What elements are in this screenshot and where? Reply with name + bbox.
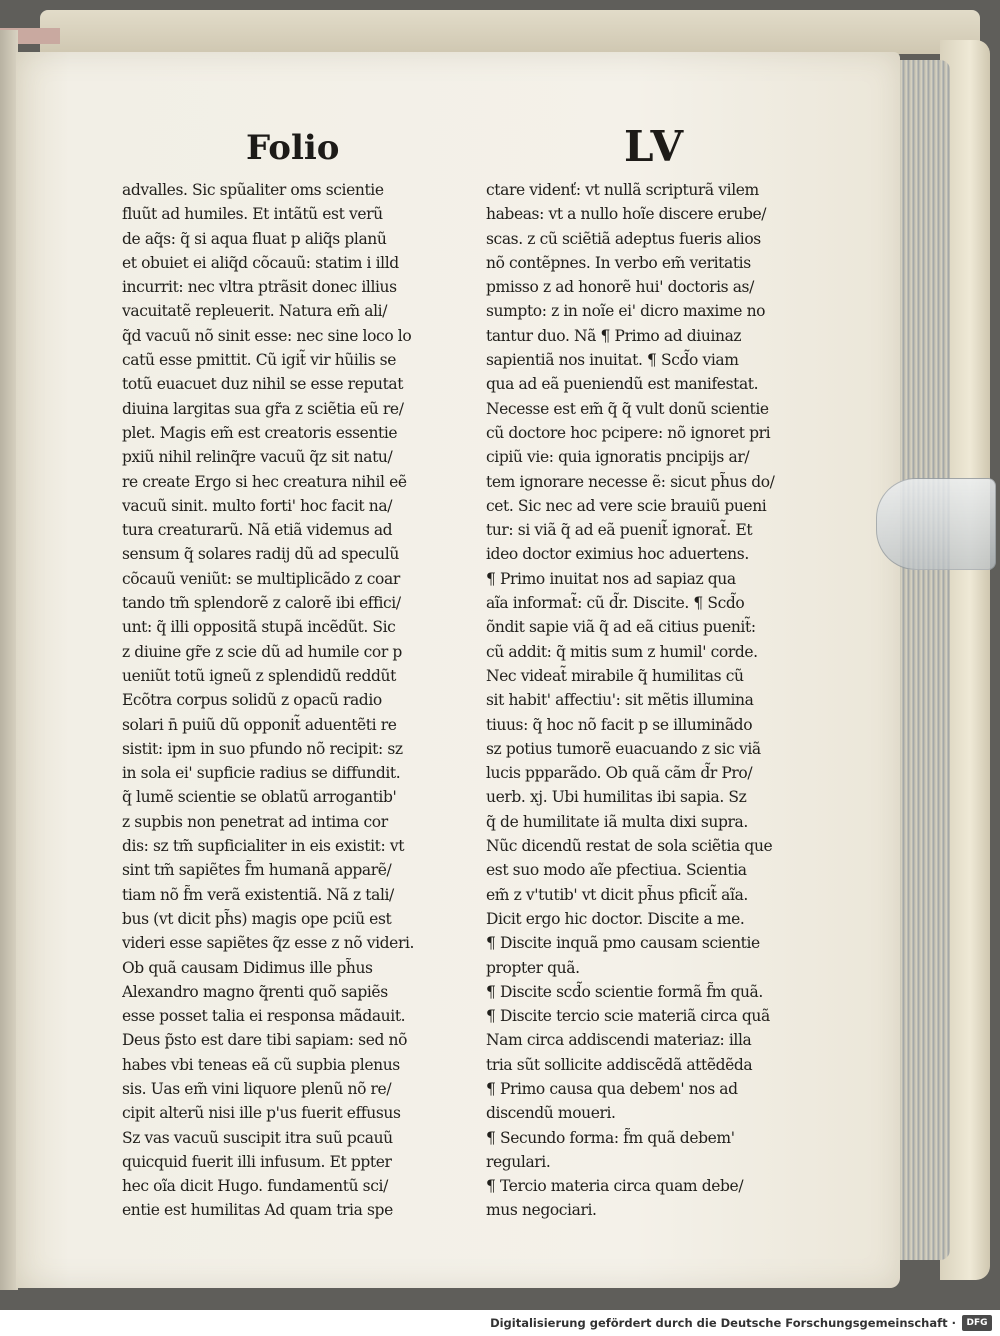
text-line: discendũ moueri.	[486, 1104, 616, 1123]
text-line: ideo doctor eximius hoc aduertens.	[486, 545, 749, 564]
text-line: Ob quã causam Didimus ille ph̃us	[122, 958, 373, 977]
text-line: q̃d vacuũ nõ sinit esse: nec sine loco lo	[122, 326, 412, 345]
text-line: re create Ergo si hec creatura nihil eẽ	[122, 472, 407, 491]
text-line: videri esse sapiẽtes q̃z esse z nõ videri.	[122, 934, 415, 953]
text-line: Necesse est em̃ q̃ q̃ vult donũ scientie	[486, 399, 769, 418]
text-line: Alexandro magno q̃renti quõ sapiẽs	[122, 982, 388, 1001]
text-line: tando tm̃ splendorẽ z calorẽ ibi effici/	[122, 594, 401, 613]
text-line: bus (vt dicit ph̃s) magis ope pciũ est	[122, 909, 392, 928]
text-line: Nam circa addiscendi materiaz: illa	[486, 1031, 752, 1050]
text-line: uerb. xj. Ubi humilitas ibi sapia. Sz	[486, 788, 747, 807]
text-line: plet. Magis em̃ est creatoris essentie	[122, 423, 398, 442]
text-line: ueniũt totũ igneũ z splendidũ reddũt	[122, 666, 396, 685]
running-header-folio: Folio	[246, 128, 340, 168]
text-line: ctare videnť: vt nullã scripturã vilem	[486, 181, 759, 199]
text-line: Nec videat̃ mirabile q̃ humilitas cũ	[486, 666, 744, 685]
text-line: vacuitatẽ repleuerit. Natura em̃ ali/	[122, 302, 388, 321]
text-line: q̃ de humilitate iã multa dixi supra.	[486, 812, 748, 831]
text-line: cũ doctore hoc pcipere: nõ ignoret pri	[486, 423, 771, 442]
text-line: sint tm̃ sapiẽtes f̃m humanã apparẽ/	[122, 861, 392, 880]
text-line: catũ esse pmittit. Cũ igit̃ vir hũilis se	[122, 351, 396, 370]
text-line: mus negociari.	[486, 1201, 597, 1220]
text-line: ¶ Secundo forma: f̃m quã debem'	[486, 1128, 735, 1147]
text-line: tantur duo. Nã ¶ Primo ad diuinaz	[486, 326, 742, 345]
text-line: tiam nõ f̃m verã existentiã. Nã z tali/	[122, 885, 394, 904]
text-line: entie est humilitas Ad quam tria spe	[122, 1201, 393, 1220]
page-clip	[876, 478, 996, 570]
dfg-logo: DFG	[962, 1315, 992, 1331]
text-line: aĩa informat̃: cũ d̃r. Discite. ¶ Scd̃o	[486, 594, 745, 613]
text-line: sensum q̃ solares radij dũ ad speculũ	[122, 545, 399, 564]
text-line: advalles. Sic spũaliter oms scientie	[122, 181, 384, 199]
text-line: ¶ Tercio materia circa quam debe/	[486, 1177, 744, 1196]
footer-bar	[0, 1310, 1000, 1336]
text-line: Ecõtra corpus solidũ z opacũ radio	[122, 691, 382, 710]
text-line: ¶ Discite scd̃o scientie formã f̃m quã.	[486, 982, 763, 1001]
text-line: pmisso z ad honorẽ hui' doctoris as/	[486, 278, 754, 297]
right-text-column	[486, 178, 830, 1223]
text-line: regulari.	[486, 1152, 551, 1171]
text-line: nõ contẽpnes. In verbo em̃ veritatis	[486, 253, 751, 272]
text-line: sumpto: z in noĩe ei' dicro maxime no	[486, 302, 766, 321]
text-line: habeas: vt a nullo hoĩe discere erube/	[486, 205, 767, 224]
text-line: diuina largitas sua gr̃a z sciẽtia eũ re/	[122, 399, 404, 418]
text-line: Deus p̃sto est dare tibi sapiam: sed nõ	[122, 1031, 408, 1050]
text-line: dis: sz tm̃ supficialiter in eis existit: vt	[122, 837, 405, 856]
text-line: habes vbi teneas eã cũ supbia plenus	[122, 1055, 400, 1074]
text-line: tura creaturarũ. Nã etiã videmus ad	[122, 521, 393, 540]
text-line: de aq̃s: q̃ si aqua fluat p aliq̃s planũ	[122, 229, 387, 248]
text-line: ¶ Primo inuitat nos ad sapiaz qua	[486, 569, 736, 588]
text-line: Dicit ergo hic doctor. Discite a me.	[486, 909, 745, 928]
funding-credit: Digitalisierung gefördert durch die Deutsche Forschungsgemeinschaft ·	[490, 1316, 956, 1330]
text-line: cõcauũ veniũt: se multiplicãdo z coar	[122, 569, 400, 588]
text-line: z supbis non penetrat ad intima cor	[122, 812, 388, 831]
text-line: scas. z cũ sciẽtiã adeptus fueris alios	[486, 229, 761, 248]
text-line: sit habit' affectiu': sit mẽtis illumina	[486, 691, 754, 710]
text-line: cet. Sic nec ad vere scie brauiũ pueni	[486, 496, 767, 515]
text-line: Sz vas vacuũ suscipit itra suũ pcauũ	[122, 1128, 393, 1147]
text-line: z diuine gr̃e z scie dũ ad humile cor p	[122, 642, 402, 661]
text-line: cipit alterũ nisi ille p'us fuerit effusus	[122, 1104, 401, 1123]
text-line: qua ad eã pueniendũ est manifestat.	[486, 375, 759, 394]
text-line: vacuũ sinit. multo forti' hoc facit na/	[122, 496, 393, 515]
text-line: quicquid fuerit illi infusum. Et ppter	[122, 1152, 392, 1171]
text-line: cũ addit: q̃ mitis sum z humil' corde.	[486, 642, 758, 661]
text-line: ¶ Primo causa qua debem' nos ad	[486, 1079, 738, 1098]
folio-number: LV	[624, 122, 686, 171]
text-line: õndit sapie viã q̃ ad eã citius puenit̃:	[486, 618, 756, 637]
text-line: esse posset talia ei responsa mãdauit.	[122, 1007, 406, 1026]
text-line: incurrit: nec vltra ptrãsit donec illius	[122, 278, 397, 297]
text-line: propter quã.	[486, 958, 580, 977]
text-line: est suo modo aĩe pfectiua. Scientia	[486, 861, 747, 880]
text-line: Nũc dicendũ restat de sola sciẽtia que	[486, 837, 773, 856]
text-line: sapientiã nos inuitat. ¶ Scd̃o viam	[486, 351, 739, 370]
text-line: fluũt ad humiles. Et intãtũ est verũ	[122, 205, 383, 224]
text-line: hec oĩa dicit Hugo. fundamentũ sci/	[122, 1177, 388, 1196]
text-line: et obuiet ei aliq̃d cõcauũ: statim i illd	[122, 253, 399, 272]
text-line: tiuus: q̃ hoc nõ facit p se illuminãdo	[486, 715, 753, 734]
text-line: tria sũt sollicite addiscẽdã attẽdẽda	[486, 1055, 753, 1074]
left-text-column	[122, 178, 472, 1223]
book-top-edge	[40, 10, 980, 54]
text-line: solari n̄ puiũ dũ opponit̃ aduentẽti re	[122, 715, 397, 734]
text-line: tur: si viã q̃ ad eã puenit̃ ignorat̃. Et	[486, 521, 753, 540]
text-line: q̃ lumẽ scientie se oblatũ arrogantib'	[122, 788, 397, 807]
text-line: sistit: ipm in suo pfundo nõ recipit: sz	[122, 739, 403, 758]
text-line: unt: q̃ illi oppositã stupã incẽdũt. Sic	[122, 618, 396, 637]
text-line: totũ euacuet duz nihil se esse reputat	[122, 375, 404, 394]
text-line: in sola ei' supficie radius se diffundit.	[122, 764, 401, 783]
text-line: pxiũ nihil relinq̃re vacuũ q̃z sit natu/	[122, 448, 393, 467]
text-line: sz potius tumorẽ euacuando z sic viã	[486, 739, 761, 758]
text-line: sis. Uas em̃ vini liquore plenũ nõ re/	[122, 1079, 392, 1098]
text-line: tem ignorare necesse ẽ: sicut ph̃us do/	[486, 472, 775, 491]
text-line: ¶ Discite inquã pmo causam scientie	[486, 934, 760, 953]
text-line: lucis ppparãdo. Ob quã cãm d̃r Pro/	[486, 764, 753, 783]
text-line: cipiũ vie: quia ignoratis pncipijs ar/	[486, 448, 750, 467]
text-line: em̃ z v'tutib' vt dicit ph̃us pficit̃ aĩa.	[486, 885, 748, 904]
text-line: ¶ Discite tercio scie materiã circa quã	[486, 1007, 770, 1026]
